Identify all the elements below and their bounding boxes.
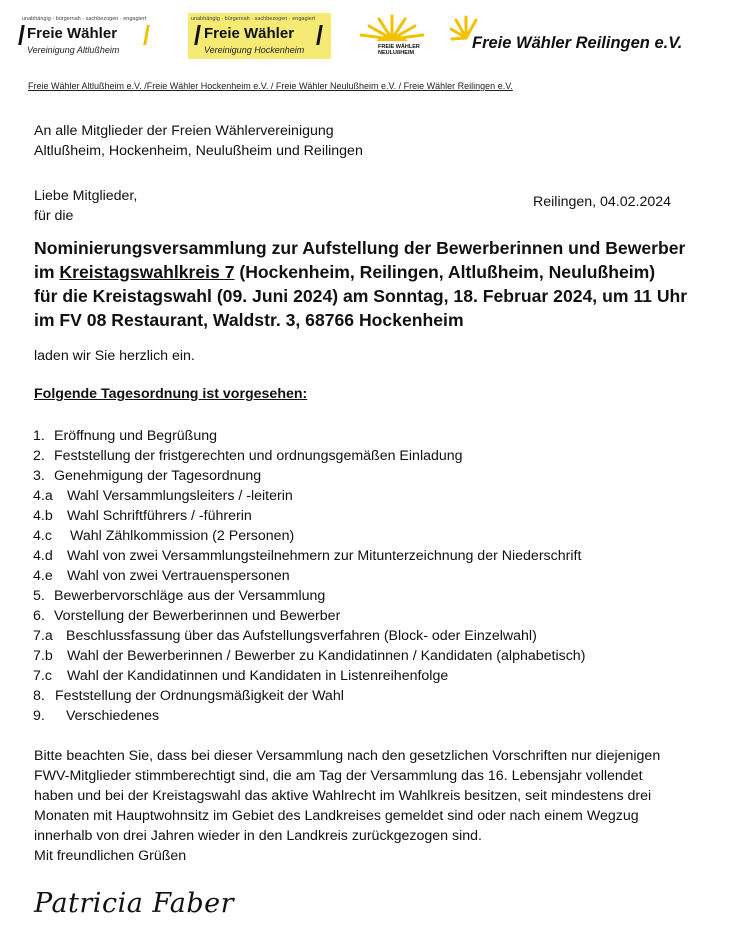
agenda-text: Feststellung der Ordnungsmäßigkeit der Wahl [55,688,344,704]
title-line-2-prefix: im [34,262,60,282]
header-associations: Freie Wähler Altlußheim e.V. /Freie Wähler Hockenheim e.V. / Freie Wähler Neulußheim e.V. / Freie Wähler Reilingen e.V. [28,81,513,91]
closing-text: Mit freundlichen Grüßen [34,848,187,864]
agenda-text: Wahl der Bewerberinnen / Bewerber zu Kandidatinnen / Kandidaten (alphabetisch) [67,648,586,664]
agenda-text: Vorstellung der Bewerberinnen und Bewerber [54,608,341,624]
title-line-2 [34,260,687,284]
salutation-line-2: für die [34,208,74,224]
agenda-number: 1. [33,428,45,444]
logo-hockenheim [188,13,331,59]
logo-reilingen-text: Freie Wähler Reilingen e.V. [472,34,683,52]
agenda-text: Wahl Versammlungsleiters / -leiterin [67,488,293,504]
agenda-number: 4.a [33,488,53,504]
agenda-number: 9. [33,708,45,724]
title-constituency: Kreistagswahlkreis 7 [59,262,235,282]
logo-tagline: unabhängig · bürgernah · sachbezogen · engagiert [22,16,147,22]
agenda-text: Wahl von zwei Vertrauenspersonen [67,568,290,584]
agenda-number: 7.b [33,648,53,664]
agenda-text: Wahl von zwei Versammlungsteilnehmern zur Mitunterzeichnung der Niederschrift [67,548,582,564]
agenda-number: 7.c [33,668,52,684]
agenda-text: Bewerbervorschläge aus der Versammlung [54,588,326,604]
notice-line: FWV-Mitglieder stimmberechtigt sind, die am Tag der Versammlung das 16. Lebensjahr vollendet [34,768,643,784]
logo-brand: Freie Wähler [204,25,295,42]
agenda-text: Genehmigung der Tagesordnung [54,468,262,484]
logo-sub: Vereinigung Hockenheim [204,45,305,55]
agenda-text: Wahl der Kandidatinnen und Kandidaten in Listenreihenfolge [67,668,449,684]
agenda-number: 8. [33,688,45,704]
logo-neulussheim-text [378,44,420,56]
agenda-number: 5. [33,588,45,604]
agenda-number: 4.c [33,528,52,544]
title-line-2-suffix: (Hockenheim, Reilingen, Altlußheim, Neulußheim) [234,262,656,282]
voting-notice [34,746,724,866]
letter-date: Reilingen, 04.02.2024 [533,194,672,210]
logo-line2: NEULUßHEIM [378,50,415,56]
title-line-1: Nominierungsversammlung zur Aufstellung der Bewerberinnen und Bewerber [34,238,686,258]
invite-text: laden wir Sie herzlich ein. [34,348,195,364]
agenda-number: 4.e [33,568,53,584]
signature: Patricia Faber [34,888,235,919]
agenda-text: Wahl Zählkommission (2 Personen) [70,528,295,544]
logo-tagline: unabhängig · bürgernah · sachbezogen · engagiert [191,16,316,22]
notice-line: haben und bei der Kreistagswahl das aktive Wahlrecht im Wahlkreis besitzen, seit mindestens drei [34,788,652,804]
logo-sub: Vereinigung Altlußheim [27,45,120,55]
logo-reilingen [450,14,710,56]
agenda-text: Wahl Schriftführers / -führerin [67,508,252,524]
agenda-number: 7.a [33,628,53,644]
notice-line: Bitte beachten Sie, dass bei dieser Versammlung nach den gesetzlichen Vorschriften nur diejenigen [34,748,661,764]
agenda-text: Verschiedenes [66,708,160,724]
logo-altlussheim [19,13,154,61]
agenda-text: Beschlussfassung über das Aufstellungsverfahren (Block- oder Einzelwahl) [66,628,537,644]
logo-line1: FREIE WÄHLER [378,44,420,50]
agenda-text: Eröffnung und Begrüßung [54,428,218,444]
agenda-number: 4.d [33,548,53,564]
logo-brand: Freie Wähler [27,25,118,42]
salutation-line-1: Liebe Mitglieder, [34,188,138,204]
agenda-heading: Folgende Tagesordnung ist vorgesehen: [34,386,308,402]
agenda-number: 6. [33,608,45,624]
meeting-title [34,236,687,332]
notice-line: innerhalb von drei Jahren wieder in den Landkreis zurückgezogen sind. [34,828,482,844]
agenda-number: 3. [33,468,45,484]
agenda-text: Feststellung der fristgerechten und ordnungsgemäßen Einladung [54,448,463,464]
notice-line: Monaten mit Hauptwohnsitz im Gebiet des Landkreises gemeldet sind oder nach einem Wegzug [34,808,639,824]
recipient-line-1: An alle Mitglieder der Freien Wählervereinigung [34,123,334,139]
logo-neulussheim [352,13,432,61]
recipient-line-2: Altlußheim, Hockenheim, Neulußheim und Reilingen [34,143,363,159]
agenda-number: 4.b [33,508,53,524]
title-line-4: im FV 08 Restaurant, Waldstr. 3, 68766 Hockenheim [34,310,464,330]
title-line-3: für die Kreistagswahl (09. Juni 2024) am Sonntag, 18. Februar 2024, um 11 Uhr [34,286,688,306]
agenda-number: 2. [33,448,45,464]
